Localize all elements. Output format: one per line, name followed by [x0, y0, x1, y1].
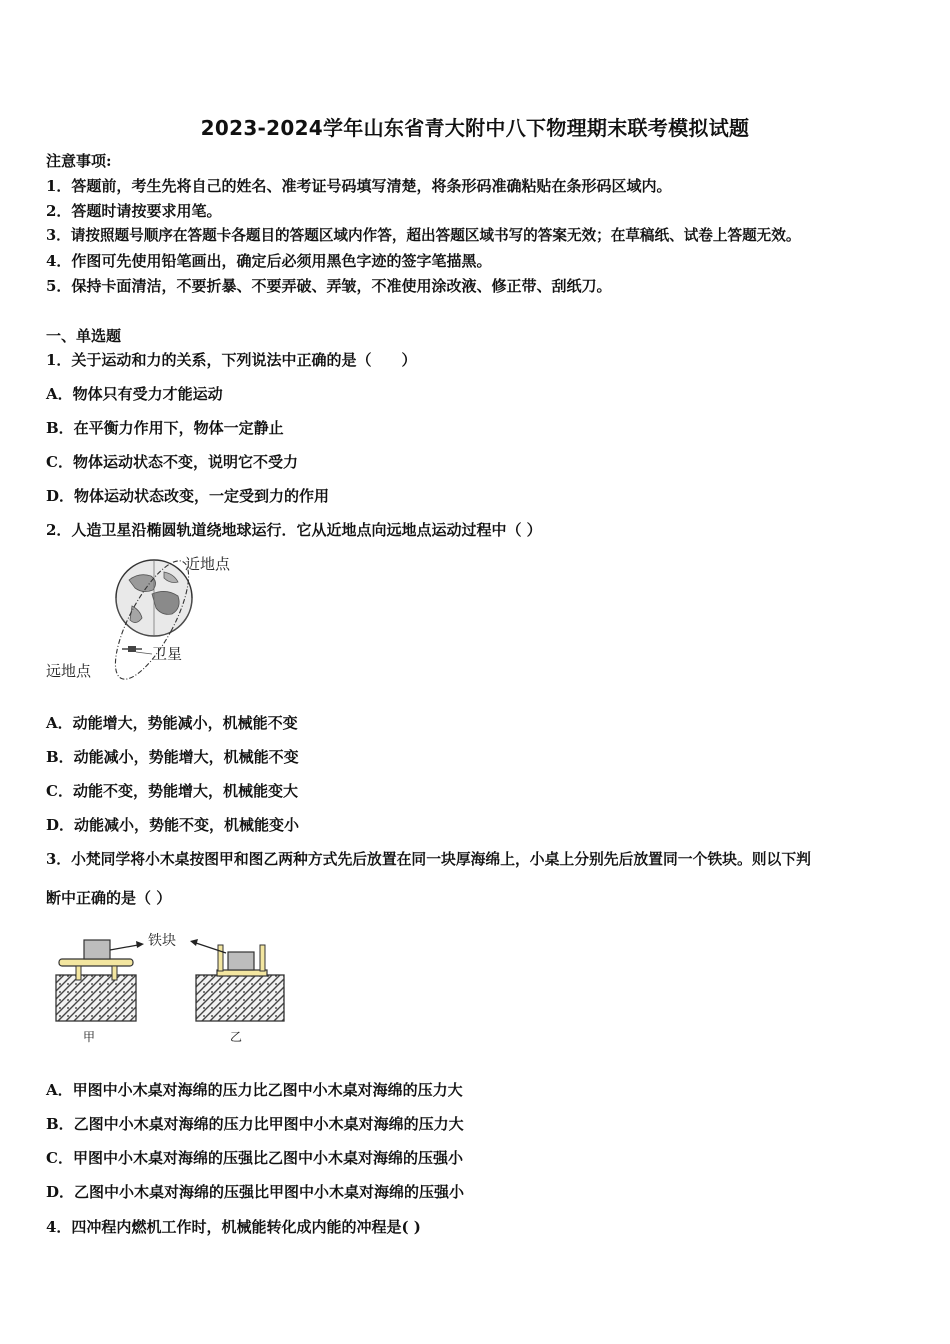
question-2-option-a: A．动能增大，势能减小，机械能不变	[46, 714, 298, 732]
notice-item-5: 5．保持卡面清洁，不要折暴、不要弄破、弄皱，不准使用涂改液、修正带、刮纸刀。	[46, 277, 612, 295]
question-1-option-a: A．物体只有受力才能运动	[46, 385, 223, 403]
question-2-option-b: B．动能减小，势能增大，机械能不变	[46, 748, 299, 766]
notice-item-4: 4．作图可先使用铅笔画出，确定后必须用黑色字迹的签字笔描黑。	[46, 252, 492, 270]
table-sponge-figure	[50, 925, 310, 1050]
question-3-stem-line-1: 3．小梵同学将小木桌按图甲和图乙两种方式先后放置在同一块厚海绵上，小桌上分别先后放置同一个铁块。则以下判	[46, 851, 811, 868]
iron-block-label: 铁块	[148, 933, 176, 949]
iron-block-jia	[84, 940, 110, 959]
figure-yi	[190, 939, 284, 1021]
question-3-stem-line-2: 断中正确的是（ ）	[46, 889, 172, 907]
page-title: 2023-2024学年山东省青大附中八下物理期末联考模拟试题	[200, 116, 750, 140]
question-3-option-d: D．乙图中小木桌对海绵的压强比甲图中小木桌对海绵的压强小	[46, 1183, 465, 1201]
notice-item-2: 2．答题时请按要求用笔。	[46, 202, 222, 220]
question-4-stem: 4．四冲程内燃机工作时，机械能转化成内能的冲程是( )	[46, 1218, 421, 1236]
figure-jia-label: 甲	[83, 1030, 96, 1044]
notice-item-3: 3．请按照题号顺序在答题卡各题目的答题区域内作答，超出答题区域书写的答案无效；在草稿纸、试卷上答题无效。	[46, 227, 801, 244]
satellite-icon	[122, 646, 142, 652]
sponge-jia	[56, 975, 136, 1021]
question-1-option-c: C．物体运动状态不变，说明它不受力	[46, 453, 298, 471]
notice-heading: 注意事项:	[46, 152, 112, 170]
question-2-stem: 2．人造卫星沿椭圆轨道绕地球运行．它从近地点向远地点运动过程中（ ）	[46, 521, 542, 539]
question-1-stem: 1．关于运动和力的关系，下列说法中正确的是（ ）	[46, 351, 417, 369]
perigee-label: 近地点	[185, 555, 231, 573]
notice-item-1: 1．答题前，考生先将自己的姓名、准考证号码填写清楚，将条形码准确粘贴在条形码区域内。	[46, 177, 672, 195]
section-heading: 一、单选题	[46, 327, 122, 345]
satellite-orbit-figure	[44, 550, 254, 685]
question-3-option-a: A．甲图中小木桌对海绵的压力比乙图中小木桌对海绵的压力大	[46, 1081, 463, 1099]
question-1-option-b: B．在平衡力作用下，物体一定静止	[46, 419, 284, 437]
question-3-option-b: B．乙图中小木桌对海绵的压力比甲图中小木桌对海绵的压力大	[46, 1115, 464, 1133]
tabletop-jia	[59, 959, 133, 966]
apogee-label: 远地点	[46, 662, 92, 680]
figure-yi-label: 乙	[230, 1030, 243, 1044]
question-3-option-c: C．甲图中小木桌对海绵的压强比乙图中小木桌对海绵的压强小	[46, 1149, 463, 1167]
question-2-option-c: C．动能不变，势能增大，机械能变大	[46, 782, 298, 800]
sponge-yi	[196, 975, 284, 1021]
question-1-option-d: D．物体运动状态改变，一定受到力的作用	[46, 487, 330, 505]
figure-jia	[56, 940, 144, 1021]
earth-globe	[116, 560, 192, 636]
question-2-option-d: D．动能减小，势能不变，机械能变小	[46, 816, 300, 834]
satellite-label: 卫星	[152, 645, 183, 663]
iron-block-yi	[228, 952, 254, 970]
